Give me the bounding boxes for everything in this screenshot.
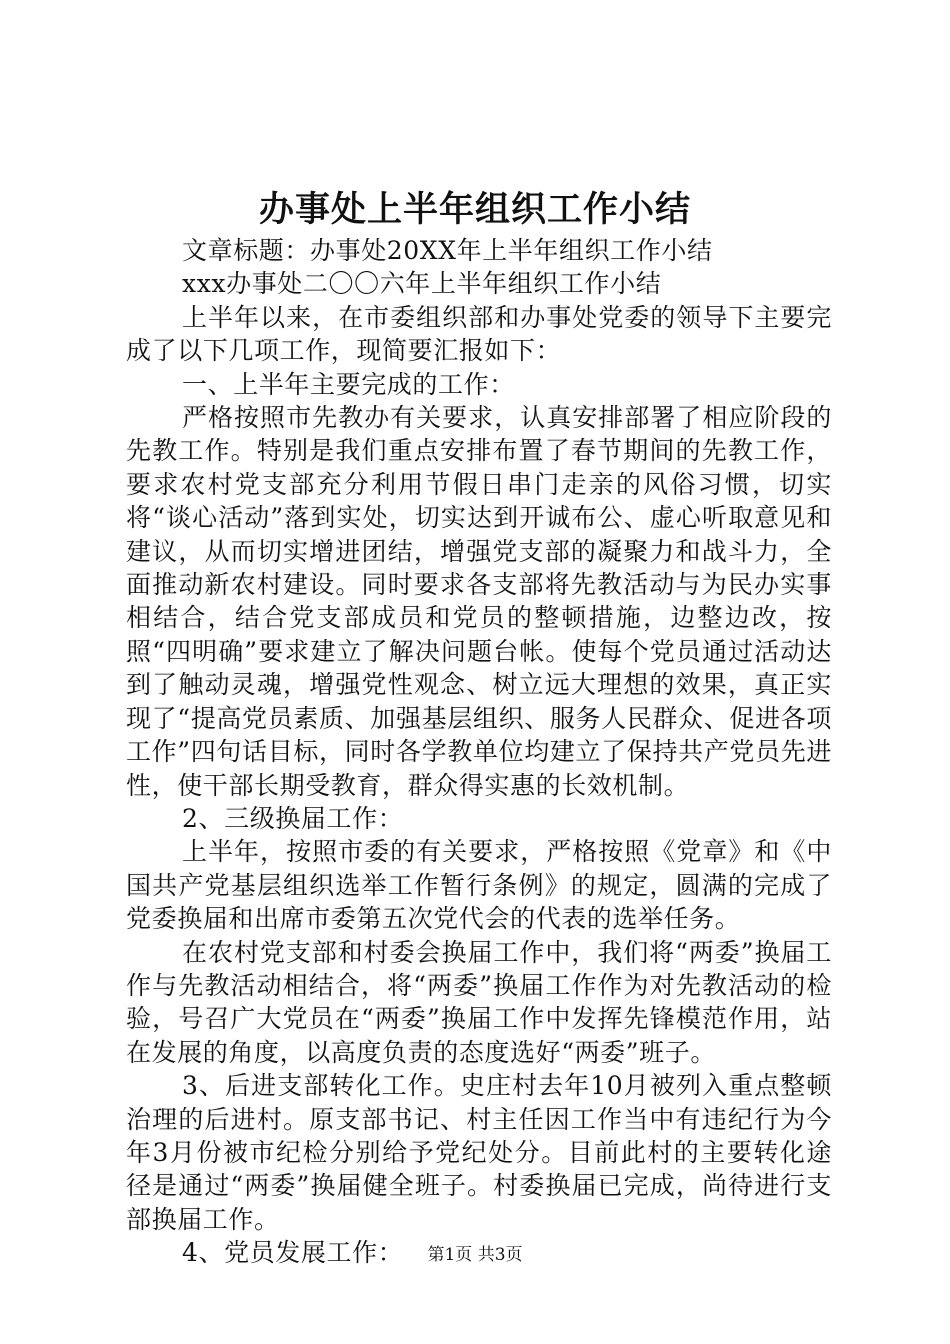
paragraph-subtitle: xxx办事处二〇〇六年上半年组织工作小结 — [182, 269, 662, 299]
paragraph-article-heading: 文章标题：办事处20XX年上半年组织工作小结 — [182, 236, 713, 265]
section-heading-4: 4、党员发展工作： — [182, 1238, 404, 1268]
paragraph-intro: 上半年以来，在市委组织部和办事处党委的领导下主要完成了以下几项工作，现简要汇报如下： — [126, 302, 832, 366]
document-body — [126, 234, 832, 1270]
document-title: 办事处上半年组织工作小结 — [258, 189, 691, 230]
paragraph-section-1: 严格按照市先教办有关要求，认真安排部署了相应阶段的先教工作。特别是我们重点安排布置了春节期间的先教工作，要求农村党支部充分利用节假日串门走亲的风俗习惯，切实将“谈心活动”落到实处，切实达到开诚布公、虚心听取意见和建议，从而切实增进团结，增强党支部的凝聚力和战斗力，全面推动新农村建设。同时要求各支部将先教活动与为民办实事相结合，结合党支部成员和党员的整顿措施，边整边改，按照“四明确”要求建立了解决问题台帐。使每个党员通过活动达到了触动灵魂，增强党性观念、树立远大理想的效果，真正实现了“提高党员素质、加强基层组织、服务人民群众、促进各项工作”四句话目标，同时各学教单位均建立了保持共产党员先进性，使干部长期受教育，群众得实惠的长效机制。 — [126, 403, 832, 800]
section-heading-2: 2、三级换届工作： — [182, 803, 404, 833]
paragraph-section-2b: 在农村党支部和村委会换届工作中，我们将“两委”换届工作与先教活动相结合，将“两委”换届工作作为对先教活动的检验，号召广大党员在“两委”换届工作中发挥先锋模范作用，站在发展的角度，以高度负责的态度选好“两委”班子。 — [126, 937, 832, 1067]
page-footer: 第1页 共3页 — [427, 1245, 523, 1265]
paragraph-section-2a: 上半年，按照市委的有关要求，严格按照《党章》和《中国共产党基层组织选举工作暂行条例》的规定，圆满的完成了党委换届和出席市委第五次党代会的代表的选举任务。 — [126, 837, 832, 934]
paragraph-section-3: 3、后进支部转化工作。史庄村去年10月被列入重点整顿治理的后进村。原支部书记、村主任因工作当中有违纪行为今年3月份被市纪检分别给予党纪处分。目前此村的主要转化途径是通过“两委”换届健全班子。村委换届已完成，尚待进行支部换届工作。 — [126, 1071, 832, 1234]
section-heading-1: 一、上半年主要完成的工作： — [182, 369, 515, 399]
